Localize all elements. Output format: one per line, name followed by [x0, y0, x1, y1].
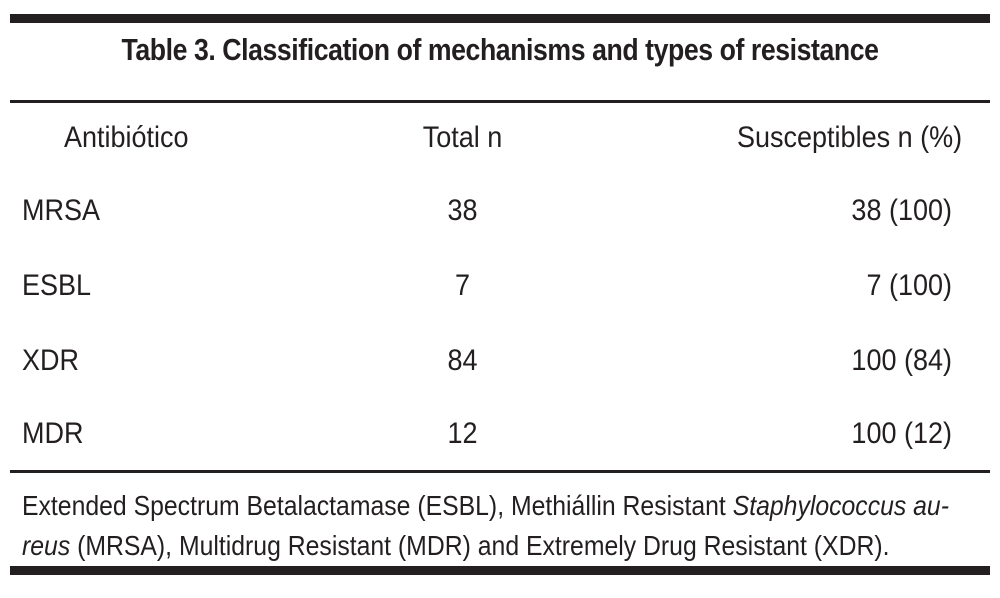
row-total: 38: [447, 194, 478, 227]
row-total: 12: [447, 417, 478, 450]
table-title: Table 3. Classification of mechanisms and types of resistance: [121, 32, 879, 67]
footnote-text: Extended Spectrum Betalactamase (ESBL), Methiállin Resistant: [22, 490, 733, 521]
footnote-species: Staphylococcus au-: [732, 490, 949, 521]
row-susceptibles: 100 (84): [851, 344, 952, 377]
row-label: XDR: [22, 344, 80, 377]
row-susceptibles: 100 (12): [851, 417, 952, 450]
row-label: ESBL: [22, 269, 92, 302]
header-total: Total n: [422, 121, 503, 154]
row-label: MRSA: [22, 194, 101, 227]
row-total: 7: [454, 269, 471, 302]
footnote-line-2: [22, 526, 978, 566]
row-total: 84: [447, 344, 478, 377]
row-susceptibles: 7 (100): [866, 269, 952, 302]
header-susceptibles: Susceptibles n (%): [737, 121, 963, 154]
footnote-species: reus: [22, 530, 71, 561]
footnote-line-1: [22, 486, 978, 526]
header-rule: [10, 100, 990, 103]
table-footnote: [22, 486, 978, 566]
header-antibiotico: Antibiótico: [64, 121, 189, 154]
footnote-text: (MRSA), Multidrug Resistant (MDR) and Extremely Drug Resistant (XDR).: [70, 530, 890, 561]
bottom-rule: [10, 566, 990, 575]
row-susceptibles: 38 (100): [851, 194, 952, 227]
top-rule: [10, 14, 990, 23]
row-label: MDR: [22, 417, 84, 450]
footer-rule: [10, 470, 990, 473]
